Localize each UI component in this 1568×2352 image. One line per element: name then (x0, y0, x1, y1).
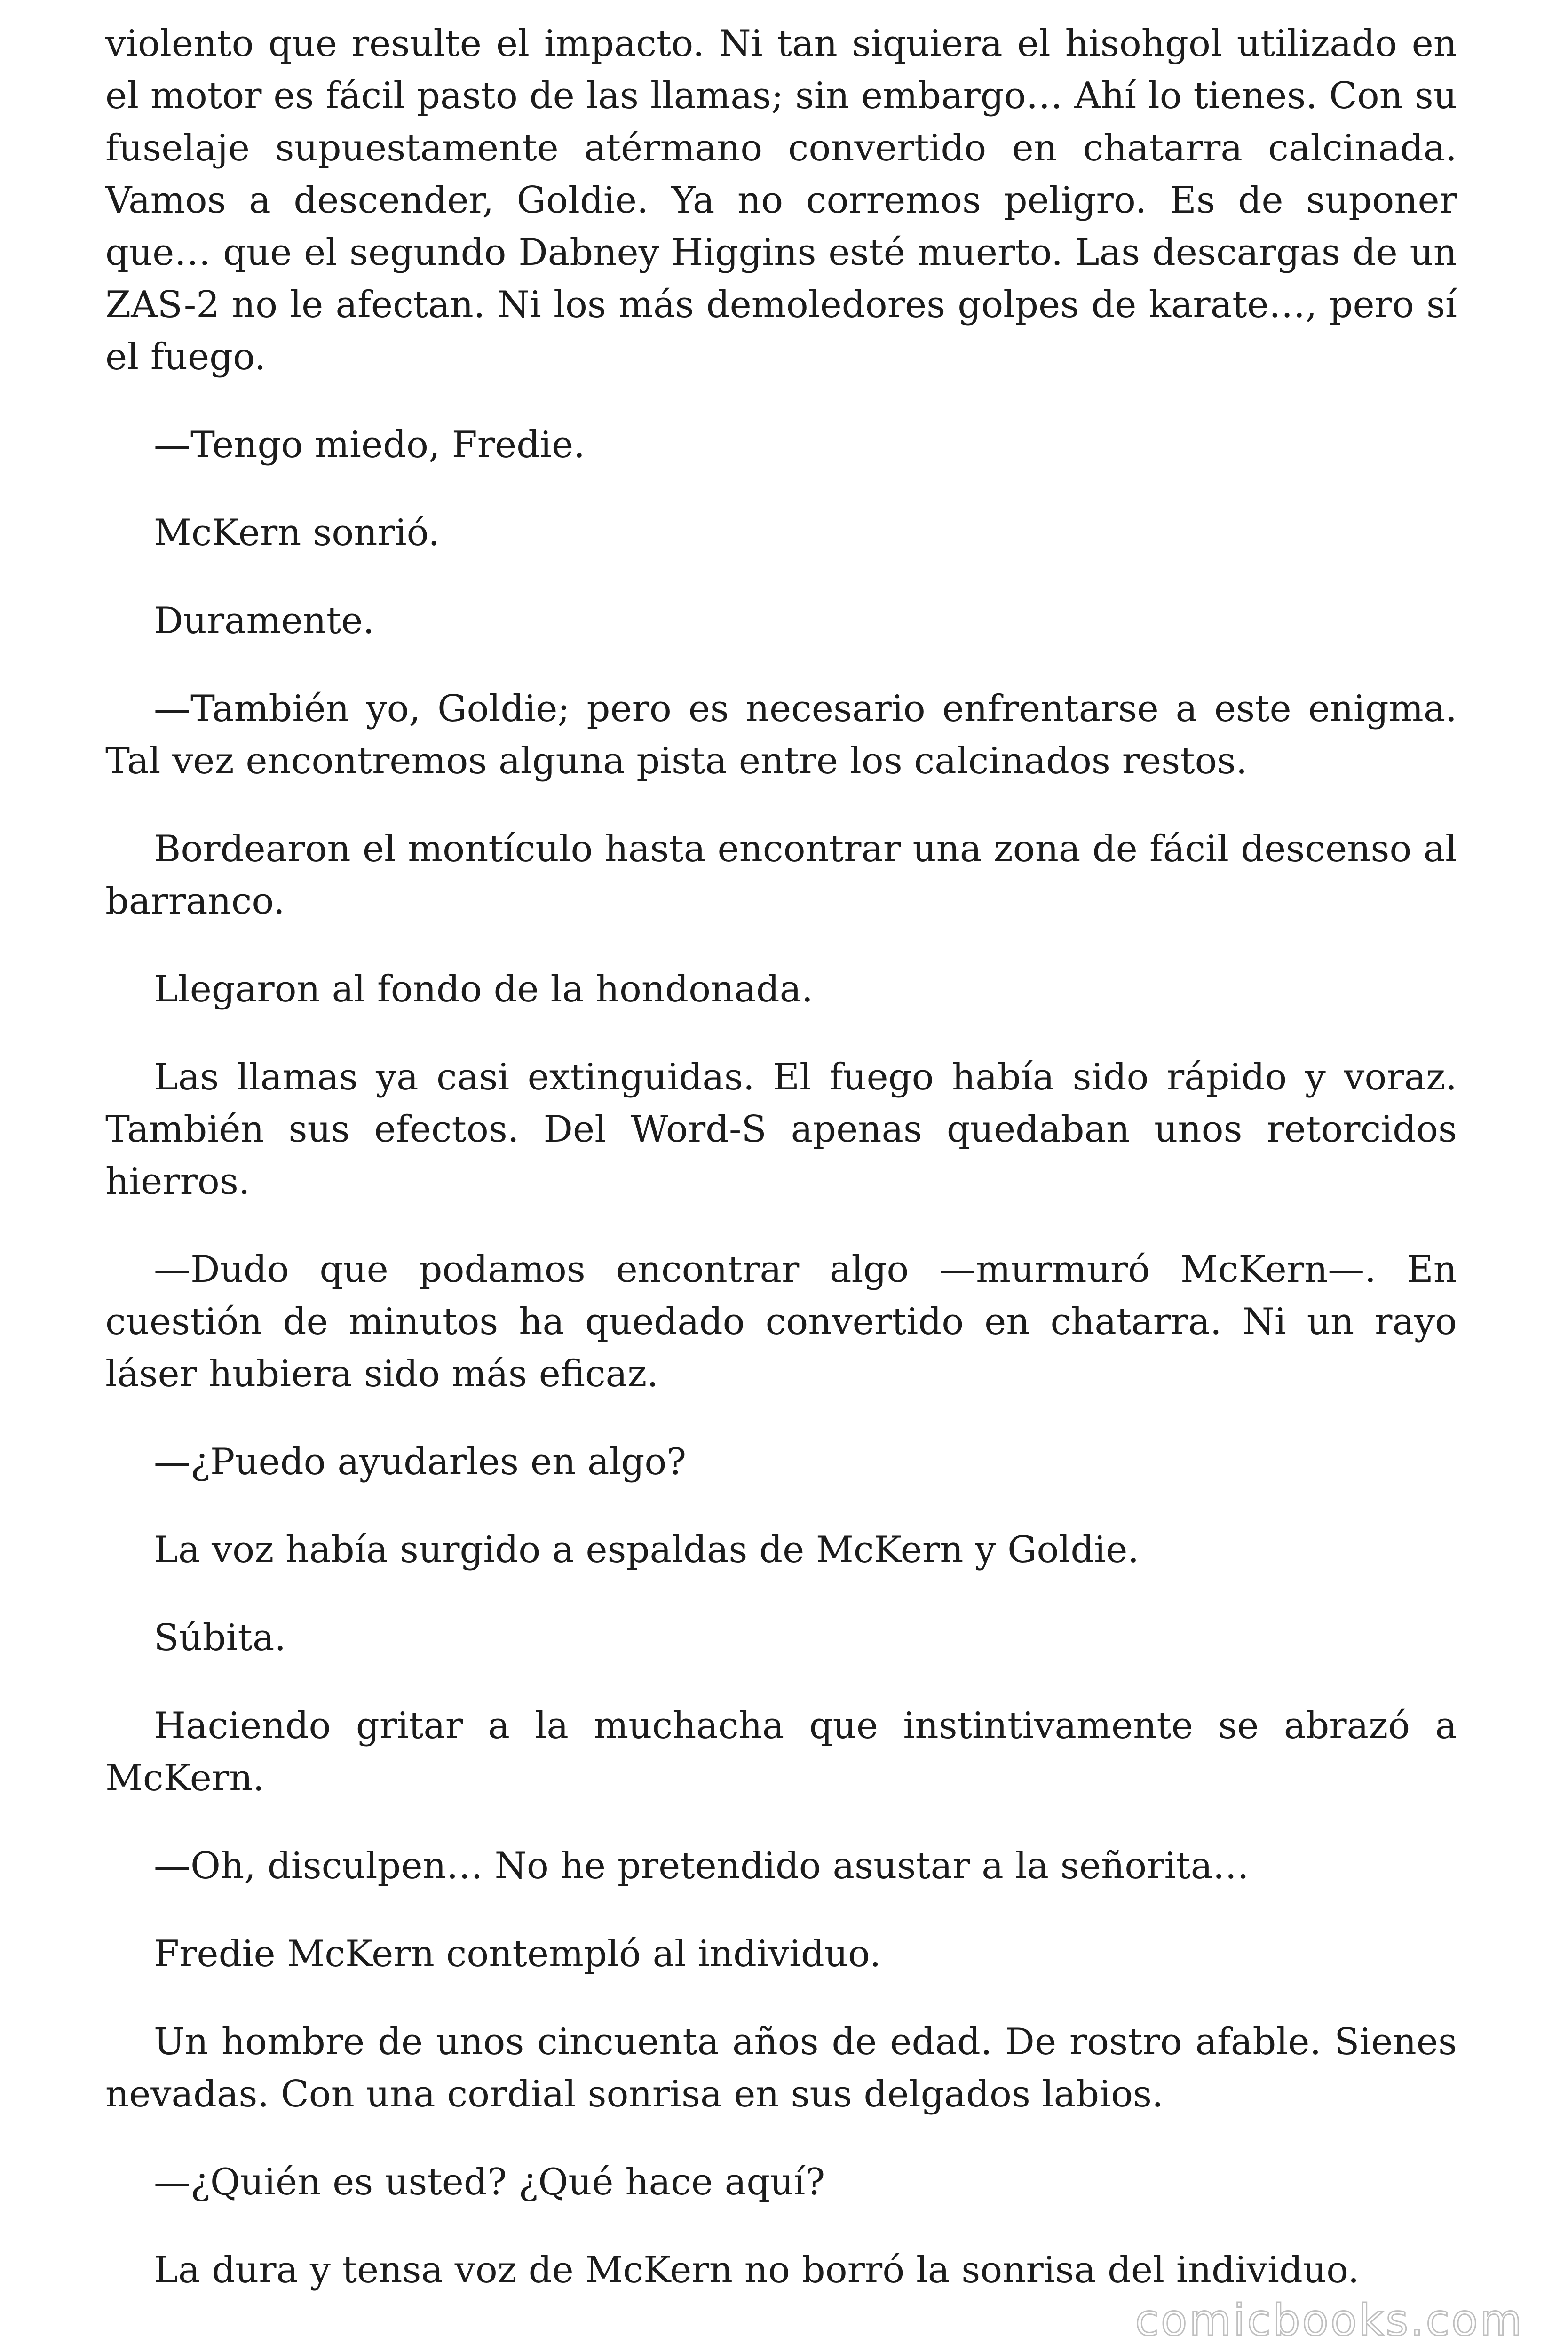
paragraph: Bordearon el montículo hasta encontrar una zona de fácil descenso al barranco. (105, 828, 1457, 922)
paragraph: Las llamas ya casi extinguidas. El fuego había sido rápido y voraz. También sus efectos. Del Word-S apenas quedaban unos retorcidos hierros. (105, 1056, 1457, 1203)
paragraph: —También yo, Goldie; pero es necesario enfrentarse a este enigma. Tal vez encontremos alguna pista entre los calcinados restos. (105, 688, 1457, 782)
paragraph: —Oh, disculpen… No he pretendido asustar a la señorita… (154, 1845, 1250, 1887)
paragraph: McKern sonrió. (154, 512, 440, 554)
paragraph: violento que resulte el impacto. Ni tan siquiera el hisohgol utilizado en el motor es fácil pasto de las llamas; sin embargo… Ahí lo tienes. Con su fuselaje supuestamente atérmano convertido en chatarra calcinada. Vamos a descender, Goldie. Ya no corremos peligro. Es de suponer que… que el segundo Dabney Higgins esté muerto. Las descargas de un ZAS-2 no le afectan. Ni los más demoledores golpes de karate…, pero sí el fuego. (105, 23, 1457, 378)
paragraph: La dura y tensa voz de McKern no borró la sonrisa del individuo. (154, 2249, 1360, 2291)
watermark: comicbooks.com (1135, 2295, 1524, 2345)
paragraph: Duramente. (154, 600, 375, 642)
paragraph: La voz había surgido a espaldas de McKern y Goldie. (154, 1529, 1140, 1571)
paragraph: Fredie McKern contempló al individuo. (154, 1933, 881, 1975)
paragraph: Llegaron al fondo de la hondonada. (154, 968, 814, 1010)
paragraph: —Tengo miedo, Fredie. (154, 424, 585, 466)
paragraph: Un hombre de unos cincuenta años de edad. De rostro afable. Sienes nevadas. Con una cordial sonrisa en sus delgados labios. (105, 2021, 1457, 2115)
paragraph: —¿Quién es usted? ¿Qué hace aquí? (154, 2161, 825, 2203)
paragraph: Haciendo gritar a la muchacha que instintivamente se abrazó a McKern. (105, 1705, 1457, 1799)
paragraph: —¿Puedo ayudarles en algo? (154, 1441, 687, 1483)
paragraph: Súbita. (154, 1617, 286, 1659)
body-text (105, 18, 1457, 2332)
paragraph: —Dudo que podamos encontrar algo —murmuró McKern—. En cuestión de minutos ha quedado convertido en chatarra. Ni un rayo láser hubiera sido más eficaz. (105, 1248, 1457, 1395)
